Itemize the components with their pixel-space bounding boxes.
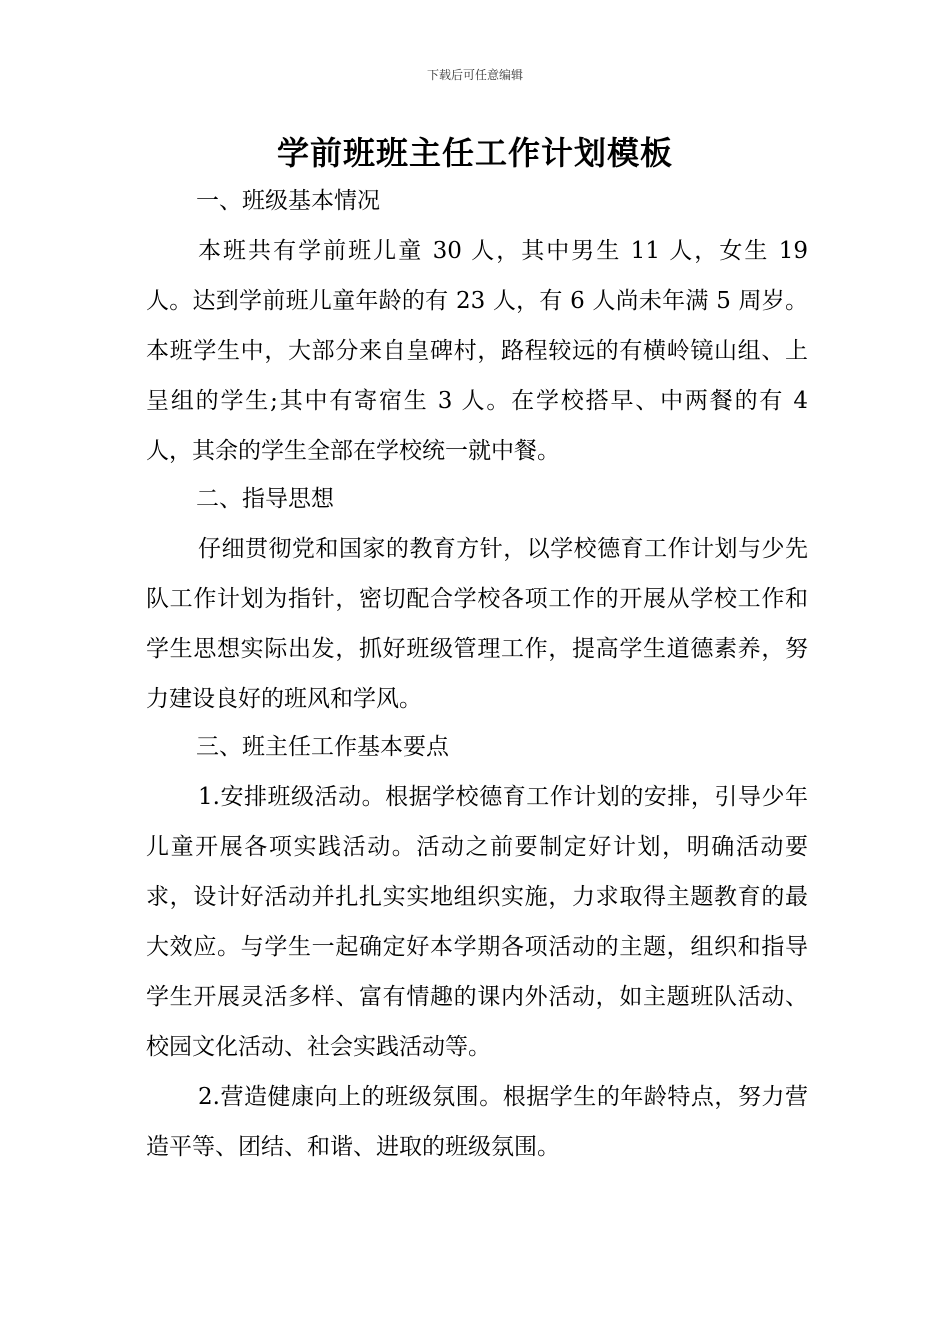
section-paragraph: 1.安排班级活动。根据学校德育工作计划的安排，引导少年儿童开展各项实践活动。活动之前要制定好计划，明确活动要求，设计好活动并扎扎实实地组织实施，力求取得主题教育的最大效应。与学生一起确定好本学期各项活动的主题，组织和指导学生开展灵活多样、富有情趣的课内外活动，如主题班队活动、校园文化活动、社会实践活动等。 [146,784,808,1060]
section-heading: 三、班主任工作基本要点 [196,734,449,760]
section-heading: 一、班级基本情况 [196,188,380,214]
section-paragraph: 本班共有学前班儿童 30 人，其中男生 11 人，女生 19 人。达到学前班儿童年龄的有 23 人，有 6 人尚未年满 5 周岁。本班学生中，大部分来自皇碑村，路程较远的有横岭镜山组、上呈组的学生;其中有寄宿生 3 人。在学校搭早、中两餐的有 4 人，其余的学生全部在学校统一就中餐。 [146,238,808,464]
section-heading: 二、指导思想 [196,486,334,512]
section-paragraph: 2.营造健康向上的班级氛围。根据学生的年龄特点，努力营造平等、团结、和谐、进取的班级氛围。 [146,1084,808,1160]
document-title: 学前班班主任工作计划模板 [276,134,673,172]
section-paragraph: 仔细贯彻党和国家的教育方针，以学校德育工作计划与少先队工作计划为指针，密切配合学校各项工作的开展从学校工作和学生思想实际出发，抓好班级管理工作，提高学生道德素养，努力建设良好的班风和学风。 [146,536,808,712]
section-key-points [146,722,808,1172]
section-guiding-ideology [146,474,808,724]
section-basic-info [146,176,808,476]
header-note: 下载后可任意编辑 [426,68,523,82]
